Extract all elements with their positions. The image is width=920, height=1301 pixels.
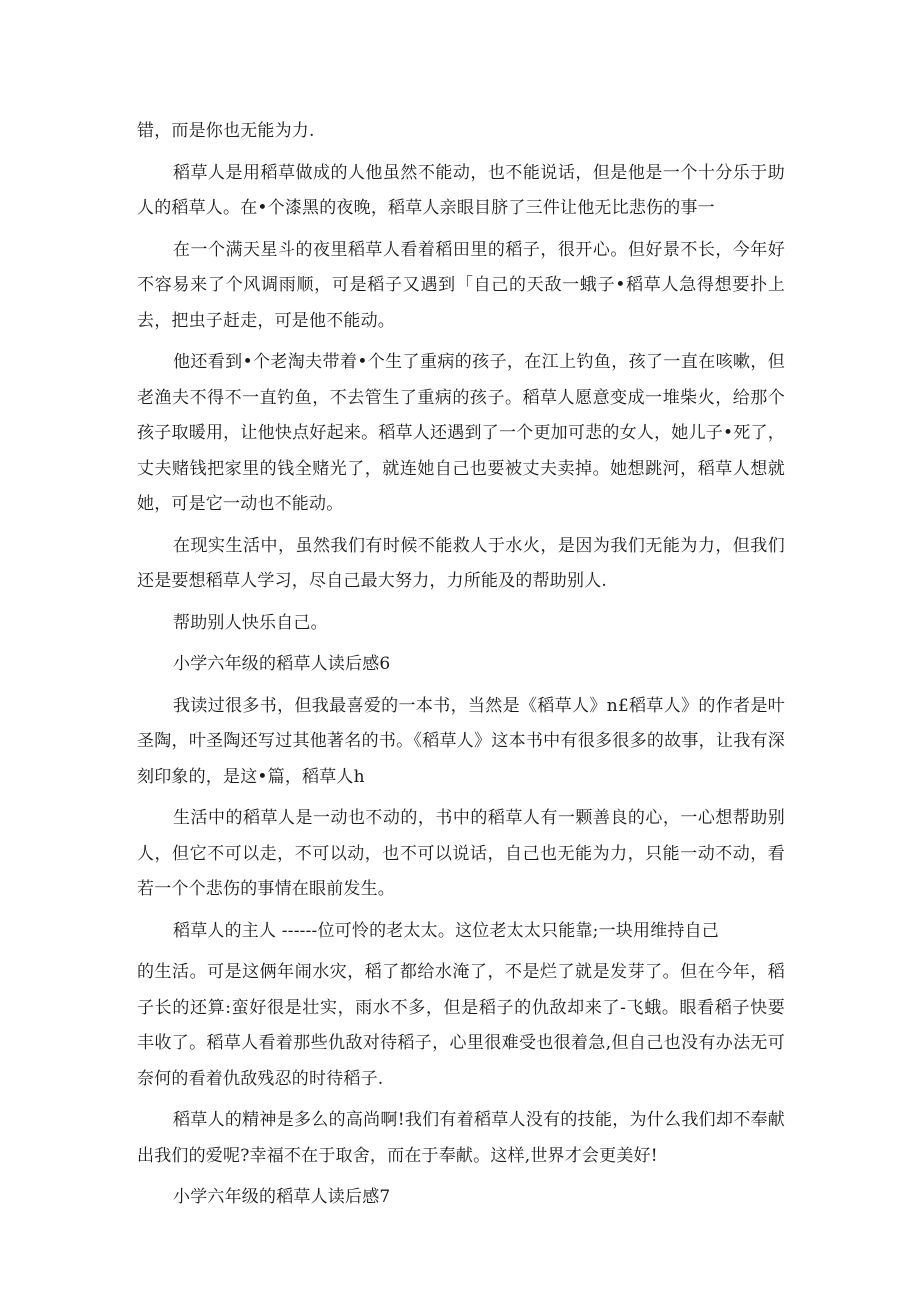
paragraph: 在现实生活中，虽然我们有时候不能救人于水火，是因为我们无能为力，但我们还是要想稻草人学习，尽自己最大努力，力所能及的帮助别人.	[137, 535, 785, 591]
paragraph: 稻草人是用稻草做成的人他虽然不能动，也不能说话，但是他是一个十分乐于助人的稻草人。在•个漆黑的夜晚，稻草人亲眼目脐了三件让他无比悲伤的事一	[137, 162, 785, 218]
paragraph: 稻草人的精神是多么的高尚啊!我们有着稻草人没有的技能，为什么我们却不奉献出我们的爱呢?幸福不在于取舍，而在于奉献。这样,世界才会更美好!	[137, 1110, 785, 1166]
paragraph: 他还看到•个老淘夫带着•个生了重病的孩子，在江上钓鱼，孩了一直在咳嗽，但老渔夫不得不一直钓鱼，不去管生了重病的孩子。稻草人愿意变成一堆柴火，给那个孩子取暖用，让他快点好起来。稻草人还遇到了一个更加可悲的女人，她儿子•死了，丈夫赌钱把家里的钱全赌光了，就连她自己也要被丈夫卖掉。她想跳河，稻草人想就她，可是它一动也不能动。	[137, 352, 785, 514]
paragraph: 生活中的稻草人是一动也不动的，书中的稻草人有一颗善良的心，一心想帮助别人，但它不可以走，不可以动，也不可以说话，自己也无能为力，只能一动不动，看若一个个悲伤的事情在眼前发生。	[137, 808, 785, 899]
paragraph: 错，而是你也无能为力.	[137, 121, 315, 141]
paragraph: 的生活。可是这俩年闹水灾，稻了都给水淹了，不是烂了就是发芽了。但在今年，稻子长的还算:蛮好很是壮实，雨水不多，但是稻子的仇敌却来了-飞蛾。眼看稻子快要丰收了。稻草人看着那些仇敌对待稻子，心里很难受也很着急,但自己也没有办法无可奈何的看着仇敌残忍的时待稻子.	[137, 962, 785, 1089]
document-body	[137, 114, 785, 1222]
paragraph: 稻草人的主人 ------位可怜的老太太。这位老太太只能靠;一块用维持自己	[173, 920, 719, 941]
paragraph: 帮助别人快乐自己。	[173, 612, 328, 633]
section-heading: 小学六年级的稻草人读后感6	[173, 654, 391, 674]
section-heading: 小学六年级的稻草人读后感7	[173, 1187, 391, 1207]
paragraph: 我读过很多书，但我最喜爱的一本书，当然是《稻草人》n£稻草人》的作者是叶圣陶，叶圣陶还写过其他著名的书。《稻草人》这本书中有很多很多的故事，让我有深刻印象的，是这•篇，稻草人h	[137, 695, 785, 787]
paragraph: 在一个满天星斗的夜里稻草人看着稻田里的稻子，很开心。但好景不长，今年好不容易来了个风调雨顺，可是稻子又遇到「自己的天敌一蛾子•稻草人急得想要扑上去，把虫子赶走，可是他不能动。	[137, 239, 785, 331]
